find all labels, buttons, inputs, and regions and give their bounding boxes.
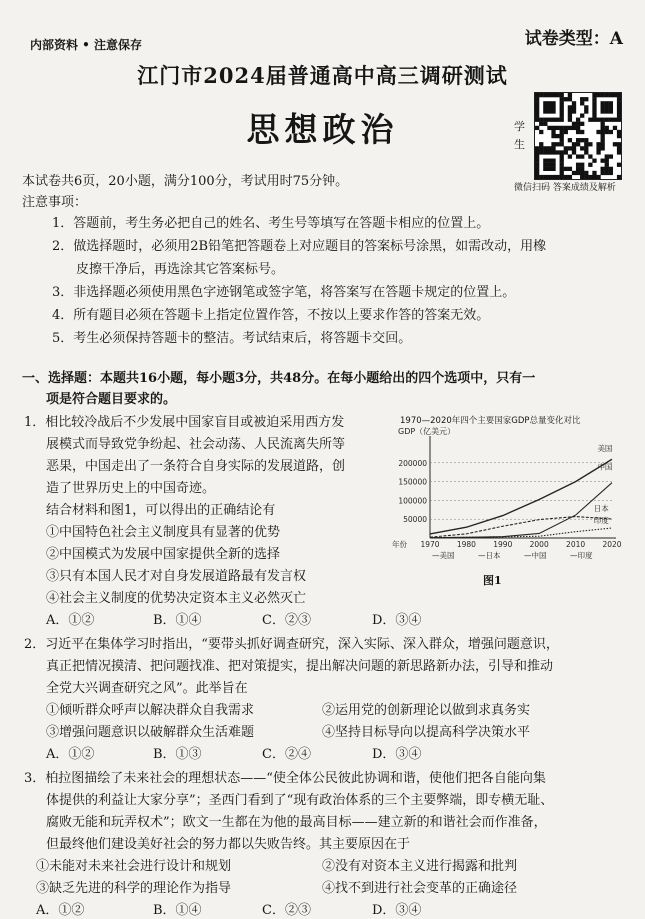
q3-statement: ②没有对资本主义进行揭露和批判 [322, 859, 518, 874]
notice-item: 3．非选择题必须使用黑色字迹钢笔或签字笔，将答案写在答题卡规定的位置上。 [52, 285, 516, 300]
q1-statement: ②中国模式为发展中国家提供全新的选择 [46, 547, 281, 562]
figure-label: 图1 [483, 574, 502, 587]
y-tick-label: 150000 [398, 477, 427, 487]
series-line-2 [430, 517, 612, 538]
q3-statement: ③缺乏先进的科学的理论作为指导 [36, 881, 232, 896]
q3-stem-line: 腐败无能和玩弄权术”；欧文一生都在为他的最高目标——建立新的和谐社会而作准备， [46, 815, 547, 830]
q2-stem-line: 全党大兴调查研究之风”。此举旨在 [46, 681, 248, 696]
line-label: 日本 [593, 503, 609, 513]
qr-code-icon [534, 92, 622, 180]
notice-item: 2．做选择题时，必须用2B铅笔把答题卷上对应题目的答案标号涂黑，如需改动，用橡 [52, 239, 547, 254]
q3-stem-line: 但最终他们建设美好社会的努力都以失败告终。其主要原因在于 [46, 837, 411, 852]
notice-item: 1．答题前，考生务必把自己的姓名、考生号等填写在答题卡相应的位置上。 [52, 216, 490, 231]
q3-option-b: B．①④ [153, 903, 202, 918]
exam-intro: 本试卷共6页，20小题，满分100分，考试用时75分钟。 [22, 174, 349, 189]
q1-statement: ③只有本国人民才对自身发展道路最有发言权 [46, 569, 307, 584]
q1-option-c: C．②③ [262, 613, 311, 628]
x-tick-label: 2000 [529, 540, 549, 549]
subject-title: 思想政治 [246, 110, 399, 149]
q1-stem-line: 1．相比较冷战后不少发展中国家盲目或被迫采用西方发 [24, 415, 345, 430]
q1-option-b: B．①④ [153, 613, 202, 628]
qr-caption: 微信扫码 答案成绩及解析 [514, 183, 616, 193]
notice-item: 5．考生必须保持答题卡的整洁。考试结束后，将答题卡交回。 [52, 331, 412, 346]
exam-title: 江门市2024届普通高中高三调研测试 [137, 63, 508, 88]
x-tick-label: 1990 [493, 540, 513, 549]
x-tick-label: 2010 [566, 540, 586, 549]
gdp-line-chart [390, 418, 625, 578]
q3-stem-line: 3．柏拉图描绘了未来社会的理想状态——“使全体公民彼此协调和谐，使他们把各自能向集 [24, 771, 546, 786]
q1-statement: ①中国特色社会主义制度具有显著的优势 [46, 525, 281, 540]
q3-option-d: D．③④ [372, 903, 422, 918]
legend-entry: —美国 [432, 551, 455, 560]
q3-option-a: A．①② [36, 903, 85, 918]
notice-item: 4．所有题目必须在答题卡上指定位置作答，不按以上要求作答的答案无效。 [52, 308, 490, 323]
y-tick-label: 100000 [398, 496, 427, 506]
legend-entry: —日本 [478, 551, 501, 560]
q2-stem-line: 2．习近平在集体学习时指出，“要带头抓好调查研究，深入实际、深入群众，增强问题意识， [24, 637, 559, 652]
q1-stem-line: 造了世界历史上的中国奇迹。 [46, 481, 216, 496]
legend-entry: —中国 [524, 551, 547, 560]
internal-notice: 内部资料 • 注意保存 [30, 38, 143, 52]
qr-side-label: 学 生 [514, 120, 525, 151]
q3-statement: ④找不到进行社会变革的正确途径 [322, 881, 518, 896]
x-tick-label: 2020 [602, 540, 622, 549]
q1-stem-line: 展模式而导致党争纷起、社会动荡、人民流离失所等 [46, 437, 346, 452]
q3-statement: ①未能对未来社会进行设计和规划 [36, 859, 232, 874]
q2-statement: ①倾听群众呼声以解决群众自我需求 [46, 703, 255, 718]
y-tick-label: 200000 [398, 458, 427, 468]
line-label: 印度 [593, 515, 609, 525]
x-axis-label: 年份 [392, 540, 407, 549]
q2-option-c: C．②④ [262, 747, 311, 762]
q2-statement: ④坚持目标导向以提高科学决策水平 [322, 725, 531, 740]
line-label: 美国 [597, 443, 613, 453]
y-tick-label: 50000 [403, 515, 427, 525]
notice-item: 皮擦干净后，再选涂其它答案标号。 [76, 262, 285, 277]
q2-option-d: D．③④ [372, 747, 422, 762]
q1-stem-line: 结合材料和图1，可以得出的正确结论有 [46, 503, 276, 518]
q1-stem-line: 恶果，中国走出了一条符合自身实际的发展道路，创 [46, 459, 346, 474]
q1-option-d: D．③④ [372, 613, 422, 628]
section-heading-cont: 项是符合题目要求的。 [46, 392, 177, 407]
x-tick-label: 1970 [420, 540, 440, 549]
q2-option-a: A．①② [46, 747, 95, 762]
q2-statement: ③增强问题意识以破解群众生活难题 [46, 725, 255, 740]
q1-option-a: A．①② [46, 613, 95, 628]
paper-type: 试卷类型：A [524, 29, 623, 49]
x-tick-label: 1980 [456, 540, 476, 549]
section-heading: 一、选择题：本题共16小题，每小题3分，共48分。在每小题给出的四个选项中，只有一 [22, 371, 536, 386]
q2-option-b: B．①③ [153, 747, 202, 762]
q3-option-c: C．②③ [262, 903, 311, 918]
legend-entry: —印度 [570, 551, 593, 560]
q3-stem-line: 体提供的利益让大家分享”；圣西门看到了“现有政治体系的三个主要弊端，即专横无耻、 [46, 793, 554, 808]
y-axis-label: GDP（亿美元） [398, 427, 456, 436]
q2-stem-line: 真正把情况摸清、把问题找准、把对策提实，提出解决问题的新思路新办法，引导和推动 [46, 659, 554, 674]
q1-statement: ④社会主义制度的优势决定资本主义必然灭亡 [46, 591, 307, 606]
q2-statement: ②运用党的创新理论以做到求真务实 [322, 703, 531, 718]
chart-title: 1970—2020年四个主要国家GDP总量变化对比 [400, 416, 581, 426]
notice-title: 注意事项： [22, 195, 88, 210]
line-label: 中国 [597, 462, 613, 472]
